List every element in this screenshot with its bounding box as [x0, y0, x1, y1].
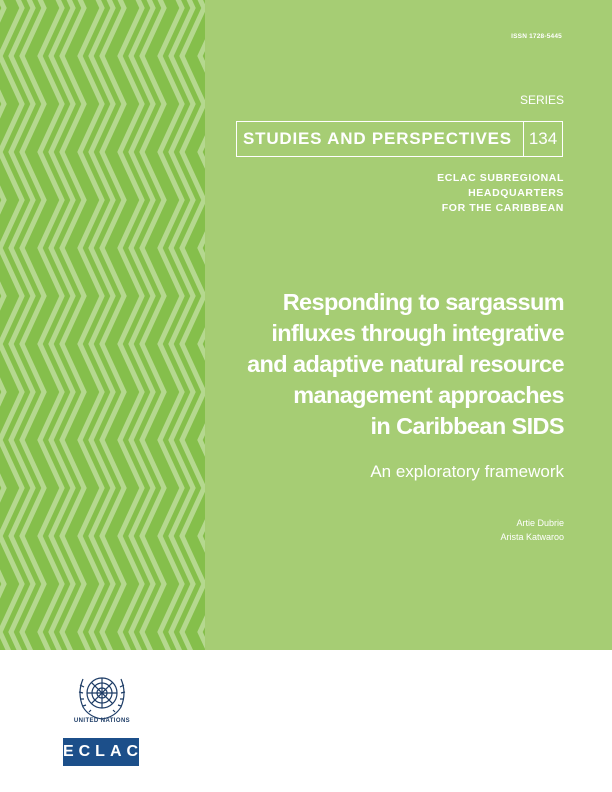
zigzag-stripe: [62, 0, 84, 650]
title-line: in Caribbean SIDS: [370, 413, 564, 439]
zigzag-pattern: [0, 0, 205, 650]
series-number: 134: [523, 122, 562, 156]
headquarters-label: [437, 171, 564, 216]
title-line: and adaptive natural resource: [247, 351, 564, 377]
title-line: influxes through integrative: [271, 320, 564, 346]
un-emblem-icon: [71, 667, 133, 723]
series-box: [236, 121, 563, 157]
zigzag-stripe: [102, 0, 124, 650]
headquarters-line: HEADQUARTERS: [468, 187, 564, 199]
title-line: Responding to sargassum: [282, 289, 564, 315]
united-nations-label: UNITED NATIONS: [73, 718, 131, 724]
eclac-logo: ECLAC: [63, 738, 139, 766]
zigzag-stripe: [0, 0, 4, 650]
series-title: STUDIES AND PERSPECTIVES: [243, 129, 512, 148]
document-subtitle: An exploratory framework: [370, 462, 564, 481]
issn-number: ISSN 1728-5445: [511, 33, 562, 40]
headquarters-line: ECLAC SUBREGIONAL: [437, 172, 564, 184]
headquarters-line: FOR THE CARIBBEAN: [441, 202, 564, 214]
zigzag-stripe: [182, 0, 204, 650]
document-title: [247, 287, 564, 442]
author-name: Artie Dubrie: [516, 518, 564, 528]
zigzag-stripe: [142, 0, 164, 650]
zigzag-pattern-graphic: [0, 0, 205, 650]
series-label: SERIES: [519, 93, 564, 107]
author-list: [500, 516, 564, 544]
author-name: Arista Katwaroo: [500, 532, 564, 542]
title-line: management approaches: [293, 382, 564, 408]
zigzag-stripe: [22, 0, 44, 650]
